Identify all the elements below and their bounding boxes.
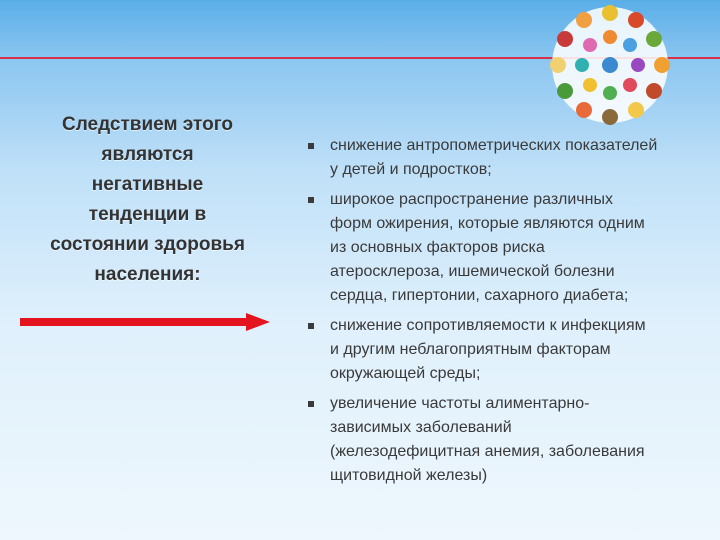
bullet-line: форм ожирения, которые являются одним (330, 215, 645, 232)
bullet-line: окружающей среды; (330, 365, 481, 382)
heading-line: Следствием этого (62, 114, 233, 135)
bullet-line: и другим неблагоприятным факторам (330, 341, 611, 358)
bullet-line: зависимых заболеваний (330, 419, 512, 436)
heading-line: населения: (94, 264, 201, 285)
bullet-line: (железодефицитная анемия, заболевания (330, 443, 645, 460)
bullet-line: широкое распространение различных (330, 191, 613, 208)
bullet-item (306, 314, 706, 386)
bullet-line: у детей и подростков; (330, 161, 492, 178)
bullet-line: атеросклероза, ишемической болезни (330, 263, 615, 280)
emblem-vitamin-balls (575, 30, 645, 100)
left-heading (20, 110, 275, 290)
bullet-marker-icon (308, 143, 314, 149)
heading-line: негативные (91, 174, 204, 195)
vitamin-food-wheel-icon (550, 5, 670, 125)
bullet-item (306, 392, 706, 488)
bullet-marker-icon (308, 323, 314, 329)
heading-line: тенденции в (88, 204, 207, 225)
red-arrow-icon (20, 313, 270, 331)
bullet-marker-icon (308, 197, 314, 203)
bullet-line: из основных факторов риска (330, 239, 545, 256)
heading-line: являются (101, 144, 194, 165)
bullet-marker-icon (308, 401, 314, 407)
bullet-list (306, 134, 706, 494)
bullet-line: снижение сопротивляемости к инфекциям (330, 317, 646, 334)
bullet-line: сердца, гипертонии, сахарного диабета; (330, 287, 629, 304)
heading-line: состоянии здоровья (50, 234, 245, 255)
bullet-line: увеличение частоты алиментарно- (330, 395, 590, 412)
bullet-line: снижение антропометрических показателей (330, 137, 658, 154)
bullet-item (306, 188, 706, 308)
bullet-line: щитовидной железы) (330, 467, 488, 484)
bullet-item (306, 134, 706, 182)
